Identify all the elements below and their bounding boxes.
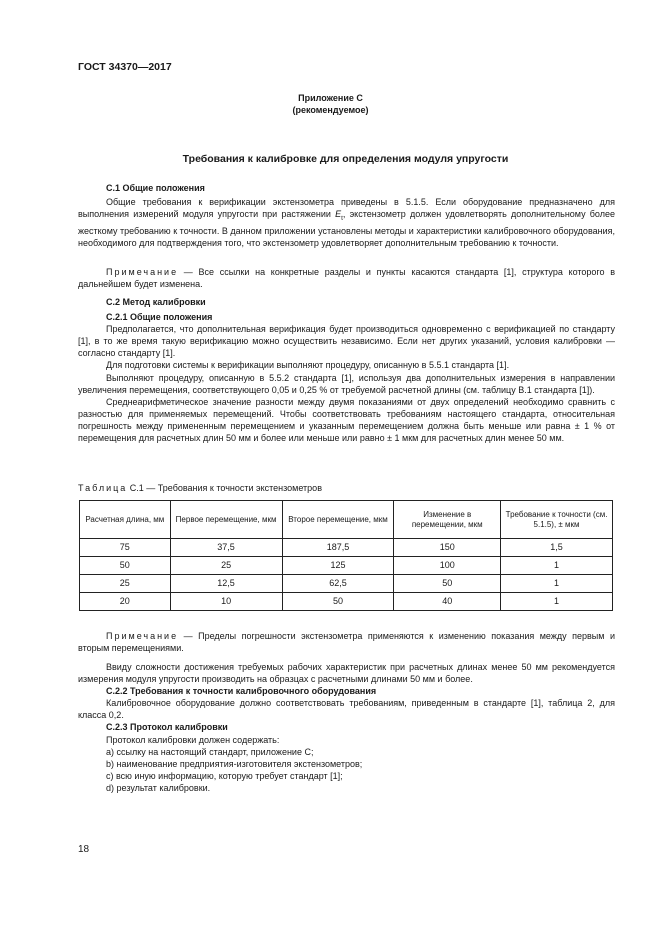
list-item: d) результат калибровки.: [106, 782, 211, 793]
section-heading: С.2 Метод калибровки: [106, 297, 206, 307]
table-row: [80, 593, 613, 611]
table-row: [80, 575, 613, 593]
table-cell: 75: [80, 539, 171, 557]
table-cell: 50: [80, 557, 171, 575]
table-cell: 40: [394, 593, 501, 611]
page-number: 18: [78, 844, 90, 855]
column-header: Изменение в перемещении, мкм: [394, 501, 501, 539]
table-caption: Таблица С.1 — Требования к точности экстензометров: [78, 483, 322, 493]
table-cell: 125: [282, 557, 394, 575]
column-header: Второе перемещение, мкм: [282, 501, 394, 539]
section-c2: [78, 296, 615, 444]
table-cell: 1: [501, 575, 613, 593]
subsection-heading: С.2.1 Общие положения: [106, 312, 213, 323]
note-2: [78, 630, 615, 654]
subsection-heading: С.2.2 Требования к точности калибровочного оборудования: [106, 686, 377, 697]
section-heading: С.1 Общие положения: [106, 183, 205, 193]
table-cell: 1: [501, 557, 613, 575]
note-paragraph: Примечание — Пределы погрешности экстензометра применяются к изменению показания между первым и вторым перемещениями.: [78, 631, 615, 654]
list-item: с) всю иную информацию, которую требует стандарт [1];: [106, 770, 343, 781]
column-header: Расчетная длина, мм: [80, 501, 171, 539]
note-1: [78, 266, 615, 290]
table-cell: 20: [80, 593, 171, 611]
table-cell: 1,5: [501, 539, 613, 557]
section-c1: [78, 182, 615, 249]
table-cell: 10: [170, 593, 282, 611]
paragraph: Выполняют процедуру, описанную в 5.5.2 стандарта [1], используя два дополнительных измерения в направлении увеличения перемещения, соответствующего 0,05 и 0,25 % от требуемой расчетной длины (см. таблицу В.1 стандарта [1]).: [78, 372, 615, 395]
table-row: [80, 539, 613, 557]
column-header: Первое перемещение, мкм: [170, 501, 282, 539]
symbol-e: E: [335, 209, 342, 220]
column-header: Требование к точности (см. 5.1.5), ± мкм: [501, 501, 613, 539]
table-cell: 100: [394, 557, 501, 575]
list-item: а) ссылку на настоящий стандарт, приложение С;: [106, 746, 314, 757]
table-cell: 62,5: [282, 575, 394, 593]
table-cell: 187,5: [282, 539, 394, 557]
table-cell: 50: [394, 575, 501, 593]
paragraph: Ввиду сложности достижения требуемых рабочих характеристик при расчетных длинах менее 50 мм рекомендуется измерения модуля упругости производить на образцах с расчетными длинами 50 мм и более.: [78, 662, 615, 685]
section-c2-cont: [78, 661, 615, 794]
symbol-sub: t: [341, 214, 343, 222]
subsection-heading: С.2.3 Протокол калибровки: [106, 722, 228, 733]
appendix-title: Требования к калибровке для определения модуля упругости: [182, 153, 509, 165]
table-cell: 50: [282, 593, 394, 611]
accuracy-table: [79, 500, 613, 611]
document-code: ГОСТ 34370—2017: [78, 61, 172, 73]
table-header-row: [80, 501, 613, 539]
table-cell: 12,5: [170, 575, 282, 593]
paragraph: Для подготовки системы к верификации выполняют процедуру, описанную в 5.5.1 стандарта [1].: [106, 360, 510, 371]
table-row: [80, 557, 613, 575]
paragraph: Среднеарифметическое значение разности между двумя показаниями от двух определений необходимо сравнить с разностью для применяемых перемещений. Чтобы соответствовать требованиям настоящего стандарта, относительная погрешность между примененным перемещением и указанным перемещением должна быть меньше или равна ± 1 % от перемещения для расчетных длин 50 мм и более или меньше или равно ± 1 мкм для расчетных длин менее 50 мм.: [78, 396, 615, 444]
paragraph: Калибровочное оборудование должно соответствовать требованиям, приведенным в стандарте [1], таблица 2, для класса 0,2.: [78, 698, 615, 721]
table-cell: 25: [170, 557, 282, 575]
table-cell: 150: [394, 539, 501, 557]
appendix-status: (рекомендуемое): [292, 105, 369, 115]
table-cell: 25: [80, 575, 171, 593]
appendix-label: Приложение С: [298, 93, 363, 103]
paragraph: Протокол калибровки должен содержать:: [106, 734, 280, 745]
table-cell: 37,5: [170, 539, 282, 557]
note-paragraph: Примечание — Все ссылки на конкретные разделы и пункты касаются стандарта [1], структура которого в дальнейшем будет изменена.: [78, 267, 615, 290]
note-label: Примечание: [106, 267, 179, 277]
paragraph: Предполагается, что дополнительная верификация будет производиться одновременно с верификацией по стандарту [1], в то же время такую верификацию можно осуществить независимо. Если нет других указаний, условия калибровки — согласно стандарту [1].: [78, 324, 615, 359]
table-cell: 1: [501, 593, 613, 611]
list-item: b) наименование предприятия-изготовителя экстензометров;: [106, 758, 363, 769]
note-label: Примечание: [106, 631, 179, 641]
paragraph: Общие требования к верификации экстензометра приведены в 5.1.5. Если оборудование предназначено для выполнения измерений модуля упругости при растяжении $E_t$, экстензометр должен удовлетворять дополнительному более жесткому требованию к точности. В данном приложении установлены методы и характеристики калибровочного оборудования, необходимого для подтверждения того, что экстензометр удовлетворяет дополнительным требованию к точности.: [78, 197, 615, 249]
